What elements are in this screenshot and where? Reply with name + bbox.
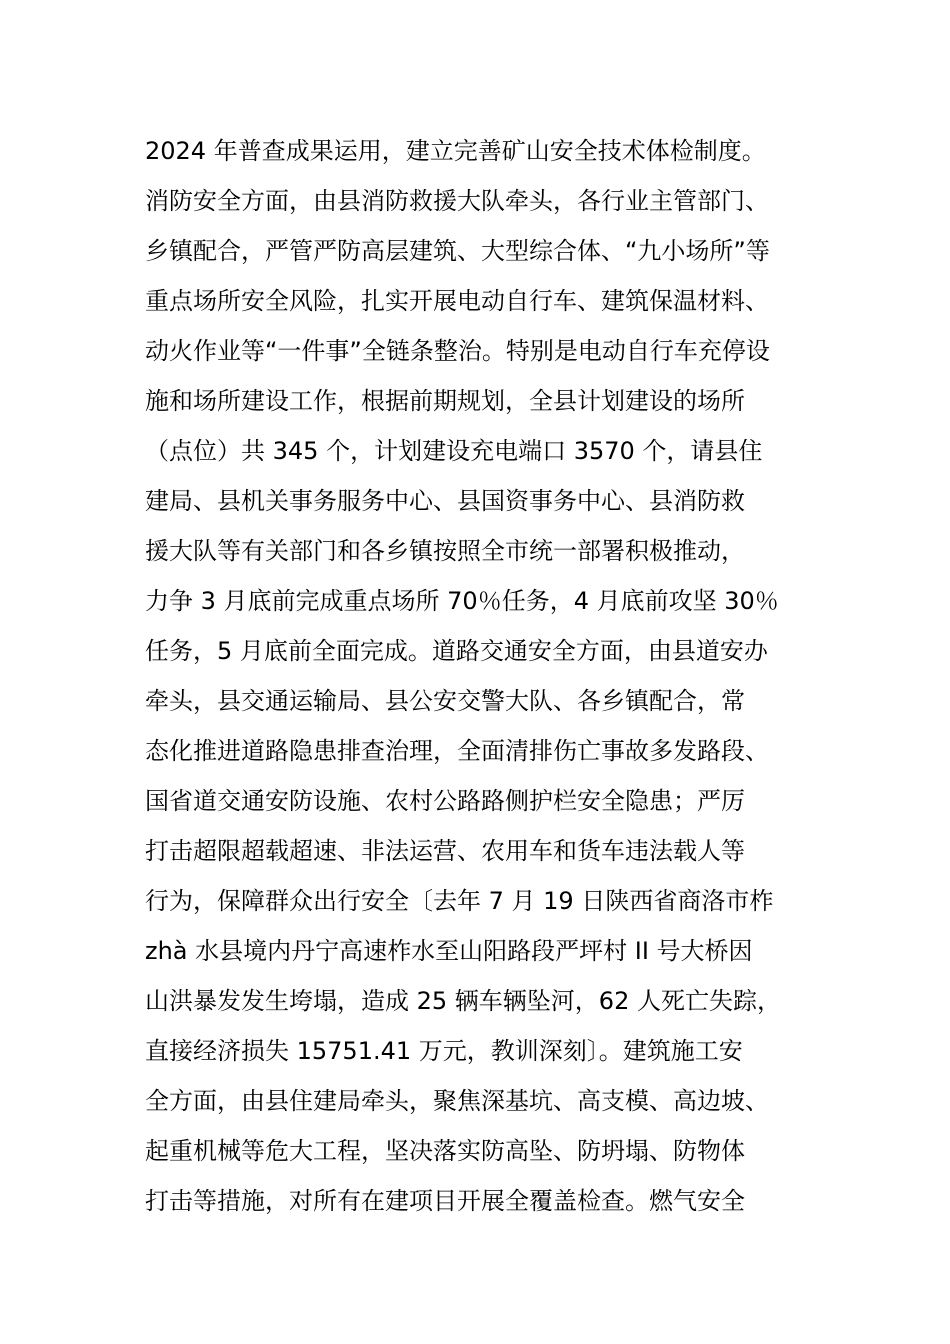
text-line: 行为，保障群众出行安全〔去年 7 月 19 日陕西省商洛市柞 — [145, 887, 774, 915]
text-line: 消防安全方面，由县消防救援大队牵头，各行业主管部门、 — [145, 187, 769, 215]
text-line: 2024 年普查成果运用，建立完善矿山安全技术体检制度。 — [145, 137, 766, 165]
text-line: 乡镇配合，严管严防高层建筑、大型综合体、“九小场所”等 — [145, 237, 770, 265]
text-line: 力争 3 月底前完成重点场所 70％任务，4 月底前攻坚 30％ — [145, 587, 779, 615]
text-line: 打击等措施，对所有在建项目开展全覆盖检查。燃气安全 — [145, 1187, 745, 1215]
text-line: 态化推进道路隐患排查治理，全面清排伤亡事故多发路段、 — [145, 737, 769, 765]
text-line: 重点场所安全风险，扎实开展电动自行车、建筑保温材料、 — [145, 287, 769, 315]
text-line: 动火作业等“一件事”全链条整治。特别是电动自行车充停设 — [145, 337, 770, 365]
text-line: （点位）共 345 个，计划建设充电端口 3570 个，请县住 — [145, 437, 763, 465]
text-line: 直接经济损失 15751.41 万元，教训深刻〕。建筑施工安 — [145, 1037, 743, 1065]
text-line: 全方面，由县住建局牵头，聚焦深基坑、高支模、高边坡、 — [145, 1087, 769, 1115]
text-line: 任务，5 月底前全面完成。道路交通安全方面，由县道安办 — [145, 637, 768, 665]
text-line: zhà 水县境内丹宁高速柞水至山阳路段严坪村 II 号大桥因 — [145, 937, 753, 965]
text-line: 援大队等有关部门和各乡镇按照全市统一部署积极推动， — [145, 537, 745, 565]
body-text — [145, 129, 825, 1229]
text-line: 起重机械等危大工程，坚决落实防高坠、防坍塌、防物体 — [145, 1137, 745, 1165]
text-line: 打击超限超载超速、非法运营、农用车和货车违法载人等 — [145, 837, 745, 865]
text-line: 国省道交通安防设施、农村公路路侧护栏安全隐患；严厉 — [145, 787, 745, 815]
text-line: 牵头，县交通运输局、县公安交警大队、各乡镇配合，常 — [145, 687, 745, 715]
text-line: 山洪暴发发生垮塌，造成 25 辆车辆坠河，62 人死亡失踪， — [145, 987, 781, 1015]
text-line: 建局、县机关事务服务中心、县国资事务中心、县消防救 — [145, 487, 745, 515]
text-line: 施和场所建设工作，根据前期规划，全县计划建设的场所 — [145, 387, 745, 415]
